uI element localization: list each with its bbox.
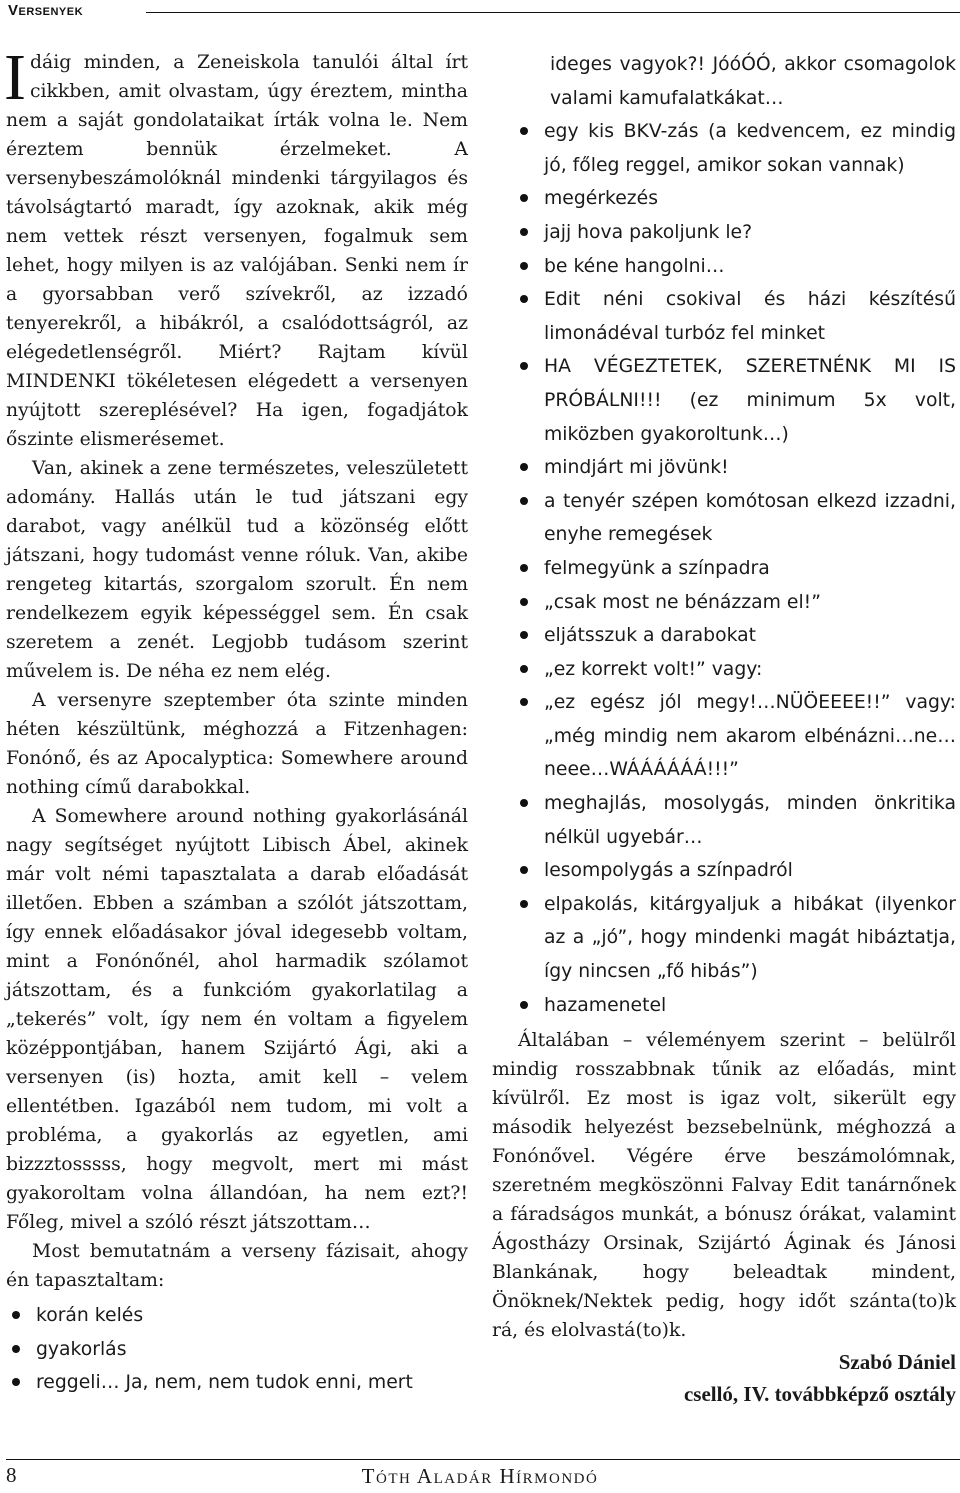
- list-item: mindjárt mi jövünk!: [492, 451, 956, 485]
- paragraph-5: Most bemutatnám a verseny fázisait, ahogy én tapasztaltam:: [6, 1241, 468, 1291]
- bullet-icon: [12, 1345, 20, 1353]
- list-item: „ez korrekt volt!” vagy:: [492, 653, 956, 687]
- list-item: megérkezés: [492, 182, 956, 216]
- list-item: be kéne hangolni…: [492, 250, 956, 284]
- section-header: [6, 0, 960, 24]
- list-item: hazamenetel: [492, 989, 956, 1023]
- list-item: Edit néni csokival és házi készítésű limonádéval turbóz fel minket: [492, 283, 956, 350]
- list-item: gyakorlás: [6, 1333, 468, 1367]
- bullet-icon: [12, 1311, 20, 1319]
- list-item: HA VÉGEZTETEK, SZERETNÉNK MI IS PRÓBÁLNI!!! (ez minimum 5x volt, miközben gyakoroltunk…): [492, 350, 956, 451]
- bullet-icon: [520, 799, 528, 807]
- list-item: korán kelés: [6, 1299, 468, 1333]
- bullet-icon: [520, 1001, 528, 1009]
- paragraph-3: A versenyre szeptember óta szinte minden héten készültünk, méghozzá a Fitzenhagen: Fonónő, és az Apocalyptica: Somewhere around nothing című darabokkal.: [6, 690, 468, 798]
- list-item: a tenyér szépen komótosan elkezd izzadni, enyhe remegések: [492, 485, 956, 552]
- list-item: felmegyünk a színpadra: [492, 552, 956, 586]
- bullet-icon: [520, 497, 528, 505]
- publication-title: Tóth Aladár Hírmondó: [361, 1464, 599, 1488]
- list-item: eljátsszuk a darabokat: [492, 619, 956, 653]
- bullet-icon: [12, 1378, 20, 1386]
- header-rule: [146, 12, 960, 13]
- bullet-icon: [520, 362, 528, 370]
- phase-list-continued: [492, 115, 956, 1022]
- left-column: [4, 41, 468, 1400]
- list-item: reggeli… Ja, nem, nem tudok enni, mert: [6, 1366, 468, 1400]
- list-item: „ez egész jól megy!…NÜÖEEEE!!” vagy: „még mindig nem akarom elbénázni…ne…neee…WÁÁÁÁÁÁ!!!”: [492, 686, 956, 787]
- bullet-icon: [520, 194, 528, 202]
- bullet-icon: [520, 295, 528, 303]
- drop-cap: I: [4, 41, 26, 114]
- right-column: [492, 48, 956, 1409]
- paragraph-2: Van, akinek a zene természetes, veleszületett adomány. Hallás után le tud játszani egy darabot, vagy anélkül tud a közönség előtt játszani, hogy tudomást venne róluk. Van, akibe rengeteg kitartás, szorgalom szorult. Én nem rendelkezem egyik képességgel sem. Én csak szeretem a zenét. Legjobb tudásom szerint művelem is. De néha ez nem elég.: [6, 458, 468, 682]
- closing-paragraph: Általában – véleményem szerint – belülről mindig rosszabbnak tűnik az előadás, mint kívülről. Ez most is igaz volt, sikerült egy második helyezést bezsebelnünk, méghozzá a Fonónővel. Végére érve beszámolómnak, szeretném megköszönni Falvay Edit tanárnőnek a fáradságos munkát, a bónusz órákat, valamint Ágostházy Orsinak, Szijártó Áginak és Jánosi Blankának, hogy beleadtak mindent, Önöknek/Nektek pedig, hogy időt szánta(to)k rá, és elolvastá(to)k.: [492, 1030, 956, 1342]
- paragraph-4: A Somewhere around nothing gyakorlásánál nagy segítséget nyújtott Libisch Ábel, akinek már volt némi tapasztalata a darab előadását illetően. Ebben a számban a szólót játszottam, így ennek előadásakor jóval idegesebb voltam, mint a Fonónőnél, ahol harmadik szólamot játszottam, és a funkcióm gyakorlatilag a „tekerés” volt, így nem én voltam a figyelem középpontjában, hanem Szijártó Ági, aki a versenyen (is) hozta, amit kell – velem ellentétben. Igazából nem tudom, mi volt a probléma, a gyakorlás az egyetlen, ami bizzztosssss, hogy megvolt, mert mi mást gyakoroltam volna állandóan, ha nem ezt?! Főleg, mivel a szóló részt játszottam…: [6, 806, 468, 1233]
- list-item: „csak most ne bénázzam el!”: [492, 586, 956, 620]
- list-item: elpakolás, kitárgyaljuk a hibákat (ilyenkor az a „jó”, hogy mindenki magát hibáztatja, így nincsen „fő hibás”): [492, 888, 956, 989]
- author-role: cselló, IV. továbbképző osztály: [683, 1382, 956, 1407]
- bullet-icon: [520, 665, 528, 673]
- footer-rule: [6, 1459, 960, 1460]
- bullet-icon: [520, 463, 528, 471]
- intro-text: dáig minden, a Zeneiskola tanulói által írt cikkben, amit olvastam, úgy éreztem, mintha nem a saját gondolataikat írták volna le. Nem éreztem bennük érzelmeket. A versenybeszámolóknál mindenki tárgyilagos és távolságtartó maradt, így azoknak, akik még nem vettek részt versenyen, fogalmuk sem lehet, hogy milyen is az valójában. Senki nem ír a gyorsabban verő szívekről, az izzadó tenyerekről, a hibákról, a csalódottságról, az elégedetlenségről. Miért? Rajtam kívül MINDENKI tökéletesen elégedett a versenyen nyújtott szereplésével? Ha igen, fogadjátok őszinte elismerésemet.: [6, 52, 468, 450]
- list-item: lesompolygás a színpadról: [492, 854, 956, 888]
- list-item: egy kis BKV-zás (a kedvencem, ez mindig jó, főleg reggel, amikor sokan vannak): [492, 115, 956, 182]
- list-continuation: ideges vagyok?! JóóÓÓ, akkor csomagolok valami kamufalatkákat…: [550, 54, 956, 109]
- bullet-icon: [520, 866, 528, 874]
- section-label: Versenyek: [8, 2, 84, 19]
- bullet-icon: [520, 631, 528, 639]
- bullet-icon: [520, 127, 528, 135]
- phase-list-start: [6, 1299, 468, 1400]
- list-item: meghajlás, mosolygás, minden önkritika nélkül ugyebár…: [492, 787, 956, 854]
- bullet-icon: [520, 698, 528, 706]
- bullet-icon: [520, 564, 528, 572]
- author-name: Szabó Dániel: [838, 1350, 956, 1375]
- bullet-icon: [520, 228, 528, 236]
- bullet-icon: [520, 262, 528, 270]
- intro-paragraph: [4, 41, 468, 454]
- bullet-icon: [520, 900, 528, 908]
- page-number: 8: [6, 1463, 17, 1487]
- list-item: jajj hova pakoljunk le?: [492, 216, 956, 250]
- bullet-icon: [520, 598, 528, 606]
